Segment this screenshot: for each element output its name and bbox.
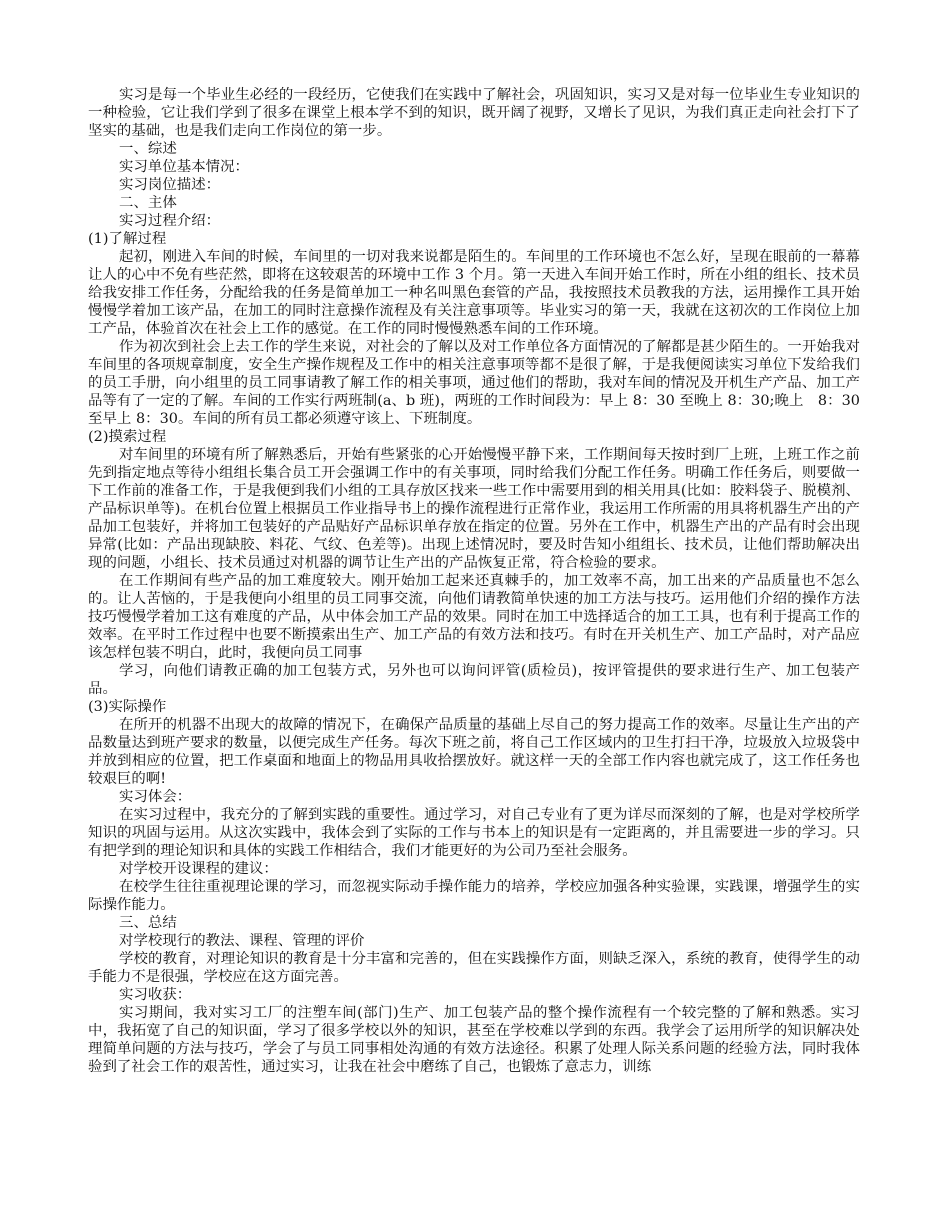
intro-paragraph: 实习是每一个毕业生必经的一段经历，它使我们在实践中了解社会，巩固知识，实习又是对每一位毕业生专业知识的一种检验，它让我们学到了很多在课堂上根本学不到的知识，既开阔了视野，又增长了见识，为我们真正走向社会打下了坚实的基础，也是我们走向工作岗位的第一步。 xyxy=(88,87,860,139)
subheading-exploring: (2)摸索过程 xyxy=(88,429,167,445)
document-page xyxy=(88,86,860,1076)
body-paragraph: 实习期间，我对实习工厂的注塑车间(部门)生产、加工包装产品的整个操作流程有一个较完整的了解和熟悉。实习中，我拓宽了自己的知识面，学习了很多学校以外的知识，甚至在学校难以学到的东西。我学会了运用所学的知识解决处理简单问题的方法与技巧，学会了与员工同事相处沟通的有效方法途径。积累了处理人际关系问题的经验方法，同时我体验到了社会工作的艰苦性，通过实习，让我在社会中磨练了自己，也锻炼了意志力，训练 xyxy=(88,1005,860,1075)
field-label-position: 实习岗位描述： xyxy=(119,177,221,193)
field-label-evaluation: 对学校现行的教法、课程、管理的评价 xyxy=(119,933,365,949)
subheading-practice: (3)实际操作 xyxy=(88,699,167,715)
body-paragraph: 在校学生往往重视理论课的学习，而忽视实际动手操作能力的培养，学校应加强各种实验课，实践课，增强学生的实际操作能力。 xyxy=(88,879,860,913)
section-heading-summary: 三、总结 xyxy=(119,915,177,931)
body-paragraph: 在工作期间有些产品的加工难度较大。刚开始加工起来还真棘手的，加工效率不高，加工出来的产品质量也不怎么的。让人苦恼的，于是我便向小组里的员工同事交流，向他们请教简单快速的加工方法与技巧。运用他们介绍的操作方法技巧慢慢学着加工这有难度的产品，从中体会加工产品的效果。同时在加工中选择适合的加工工具，也有利于提高工作的效率。在平时工作过程中也要不断摸索出生产、加工产品的有效方法和技巧。有时在开关机生产、加工产品时，对产品应该怎样包装不明白，此时，我便向员工同事 xyxy=(88,573,860,661)
section-heading-main: 二、主体 xyxy=(119,195,177,211)
body-paragraph: 在实习过程中，我充分的了解到实践的重要性。通过学习，对自己专业有了更为详尽而深刻的了解，也是对学校所学知识的巩固与运用。从这次实践中，我体会到了实际的工作与书本上的知识是有一定距离的，并且需要进一步的学习。只有把学到的理论知识和具体的实践工作相结合，我们才能更好的为公司乃至社会服务。 xyxy=(88,807,860,859)
body-paragraph: 作为初次到社会上去工作的学生来说，对社会的了解以及对工作单位各方面情况的了解都是甚少陌生的。一开始我对车间里的各项规章制度，安全生产操作规程及工作中的相关注意事项等都不是很了解，于是我便阅读实习单位下发给我们的员工手册，向小组里的员工同事请教了解工作的相关事项，通过他们的帮助，我对车间的情况及开机生产产品、加工产品等有了一定的了解。车间的工作实行两班制(a、b 班)，两班的工作时间段为：早上 8：30 至晚上 8：30;晚上 8：30 至早上 8：30。车间的所有员工都必须遵守该上、下班制度。 xyxy=(88,339,860,427)
body-paragraph: 起初，刚进入车间的时候，车间里的一切对我来说都是陌生的。车间里的工作环境也不怎么好，呈现在眼前的一幕幕让人的心中不免有些茫然，即将在这较艰苦的环境中工作 3 个月。第一天进入车间开始工作时，所在小组的组长、技术员给我安排工作任务，分配给我的任务是简单加工一种名叫黑色套管的产品，我按照技术员教我的方法，运用操作工具开始慢慢学着加工该产品，在加工的同时注意操作流程及有关注意事项等。毕业实习的第一天，我就在这初次的工作岗位上加工产品，体验首次在社会上工作的感觉。在工作的同时慢慢熟悉车间的工作环境。 xyxy=(88,249,860,337)
field-label-gains: 实习收获： xyxy=(119,987,192,1003)
subheading-understanding: (1)了解过程 xyxy=(88,231,167,247)
field-label-unit-info: 实习单位基本情况： xyxy=(119,159,249,175)
body-paragraph: 学校的教育，对理论知识的教育是十分丰富和完善的，但在实践操作方面，则缺乏深入，系统的教育，使得学生的动手能力不是很强，学校应在这方面完善。 xyxy=(88,951,860,985)
body-paragraph: 对车间里的环境有所了解熟悉后，开始有些紧张的心开始慢慢平静下来，工作期间每天按时到厂上班，上班工作之前先到指定地点等待小组组长集合员工开会强调工作中的有关事项，同时给我们分配工作任务。明确工作任务后，则要做一下工作前的准备工作，于是我便到我们小组的工具存放区找来一些工作中需要用到的相关用具(比如：胶料袋子、脱模剂、产品标识单等)。在机台位置上根据员工作业指导书上的操作流程进行正常作业，我运用工作所需的用具将机器生产出的产品加工包装好，并将加工包装好的产品贴好产品标识单存放在指定的位置。另外在工作中，机器生产出的产品有时会出现异常(比如：产品出现缺胶、料花、气纹、色差等)。出现上述情况时，要及时告知小组组长、技术员，让他们帮助解决出现的问题，小组长、技术员通过对机器的调节让生产出的产品恢复正常，符合检验的要求。 xyxy=(88,447,860,571)
section-heading-overview: 一、综述 xyxy=(119,141,177,157)
body-paragraph: 学习，向他们请教正确的加工包装方式，另外也可以询问评管(质检员)，按评管提供的要求进行生产、加工包装产品。 xyxy=(88,663,860,697)
field-label-experience: 实习体会： xyxy=(119,789,192,805)
field-label-suggestions: 对学校开设课程的建议： xyxy=(119,861,278,877)
body-paragraph: 在所开的机器不出现大的故障的情况下，在确保产品质量的基础上尽自己的努力提高工作的效率。尽量让生产出的产品数量达到班产要求的数量，以便完成生产任务。每次下班之前，将自己工作区域内的卫生打扫干净，垃圾放入垃圾袋中并放到相应的位置，把工作桌面和地面上的物品用具收拾摆放好。就这样一天的全部工作内容也就完成了，这工作任务也较艰巨的啊! xyxy=(88,717,860,787)
field-label-process: 实习过程介绍： xyxy=(119,213,221,229)
